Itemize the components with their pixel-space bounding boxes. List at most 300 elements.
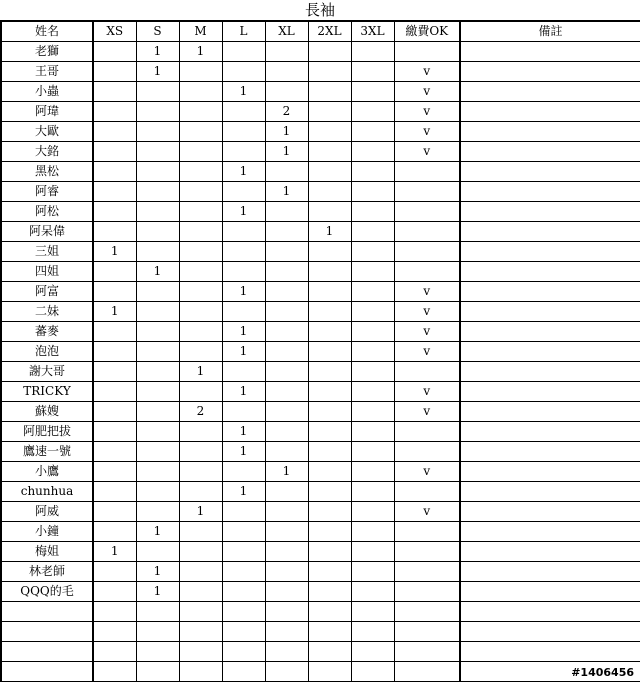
table-row <box>1 262 640 282</box>
cell-m <box>179 122 222 142</box>
cell-paid <box>394 42 460 62</box>
cell-3xl <box>351 642 394 662</box>
cell-paid: v <box>394 102 460 122</box>
cell-note <box>460 622 640 642</box>
table-row <box>1 542 640 562</box>
cell-note <box>460 122 640 142</box>
cell-2xl <box>308 642 351 662</box>
cell-paid: v <box>394 342 460 362</box>
cell-m <box>179 562 222 582</box>
cell-name <box>1 642 93 662</box>
table-row <box>1 642 640 662</box>
header-xl: XL <box>265 21 308 42</box>
cell-xs <box>93 102 136 122</box>
cell-l <box>222 362 265 382</box>
cell-s <box>136 102 179 122</box>
cell-name <box>1 662 93 682</box>
cell-note <box>460 262 640 282</box>
cell-s <box>136 402 179 422</box>
table-row <box>1 122 640 142</box>
cell-2xl <box>308 162 351 182</box>
table-row <box>1 302 640 322</box>
cell-2xl <box>308 242 351 262</box>
cell-xl <box>265 202 308 222</box>
cell-s <box>136 442 179 462</box>
cell-l: 1 <box>222 82 265 102</box>
cell-3xl <box>351 102 394 122</box>
cell-xs <box>93 142 136 162</box>
cell-3xl <box>351 82 394 102</box>
cell-m <box>179 342 222 362</box>
cell-paid: v <box>394 502 460 522</box>
cell-s <box>136 142 179 162</box>
cell-2xl <box>308 322 351 342</box>
cell-note <box>460 162 640 182</box>
cell-name: 大歐 <box>1 122 93 142</box>
cell-l <box>222 42 265 62</box>
cell-paid: v <box>394 462 460 482</box>
cell-note <box>460 182 640 202</box>
cell-2xl <box>308 442 351 462</box>
cell-xs <box>93 582 136 602</box>
cell-name: 謝大哥 <box>1 362 93 382</box>
cell-3xl <box>351 242 394 262</box>
cell-m: 1 <box>179 42 222 62</box>
cell-s <box>136 302 179 322</box>
cell-paid <box>394 242 460 262</box>
cell-xs <box>93 202 136 222</box>
cell-name: QQQ的毛 <box>1 582 93 602</box>
cell-name: 王哥 <box>1 62 93 82</box>
cell-note <box>460 442 640 462</box>
cell-name: 四姐 <box>1 262 93 282</box>
cell-note <box>460 42 640 62</box>
cell-name: 二妹 <box>1 302 93 322</box>
cell-xs <box>93 622 136 642</box>
cell-s <box>136 482 179 502</box>
table-row <box>1 322 640 342</box>
cell-xl <box>265 622 308 642</box>
cell-xl <box>265 42 308 62</box>
cell-name: 大銘 <box>1 142 93 162</box>
cell-m <box>179 302 222 322</box>
cell-name: 阿松 <box>1 202 93 222</box>
cell-m: 2 <box>179 402 222 422</box>
cell-l <box>222 182 265 202</box>
table-row <box>1 282 640 302</box>
cell-note <box>460 522 640 542</box>
cell-3xl <box>351 162 394 182</box>
cell-paid <box>394 422 460 442</box>
cell-s <box>136 202 179 222</box>
cell-xs <box>93 562 136 582</box>
cell-2xl <box>308 602 351 622</box>
table-row <box>1 342 640 362</box>
cell-note <box>460 402 640 422</box>
cell-s <box>136 382 179 402</box>
cell-paid <box>394 542 460 562</box>
cell-2xl <box>308 622 351 642</box>
cell-note <box>460 142 640 162</box>
cell-xl <box>265 302 308 322</box>
cell-s <box>136 122 179 142</box>
cell-note <box>460 462 640 482</box>
table-row <box>1 622 640 642</box>
cell-name: 阿睿 <box>1 182 93 202</box>
cell-l <box>222 562 265 582</box>
cell-l <box>222 402 265 422</box>
cell-l: 1 <box>222 382 265 402</box>
cell-xl <box>265 482 308 502</box>
table-row <box>1 402 640 422</box>
cell-s <box>136 362 179 382</box>
header-s: S <box>136 21 179 42</box>
cell-m <box>179 142 222 162</box>
cell-xs <box>93 522 136 542</box>
cell-note <box>460 602 640 622</box>
cell-paid: v <box>394 282 460 302</box>
cell-xl <box>265 662 308 682</box>
cell-m: 1 <box>179 362 222 382</box>
cell-m <box>179 622 222 642</box>
cell-m <box>179 422 222 442</box>
cell-3xl <box>351 602 394 622</box>
cell-xs <box>93 382 136 402</box>
table-row <box>1 222 640 242</box>
cell-xs <box>93 282 136 302</box>
cell-3xl <box>351 42 394 62</box>
cell-xl <box>265 502 308 522</box>
cell-xl <box>265 62 308 82</box>
cell-s <box>136 622 179 642</box>
cell-paid: v <box>394 82 460 102</box>
cell-note <box>460 502 640 522</box>
cell-note <box>460 82 640 102</box>
cell-l <box>222 602 265 622</box>
cell-m <box>179 462 222 482</box>
cell-xl: 1 <box>265 142 308 162</box>
cell-2xl <box>308 422 351 442</box>
cell-2xl <box>308 382 351 402</box>
cell-paid: v <box>394 122 460 142</box>
cell-l <box>222 642 265 662</box>
header-paid: 繳費OK <box>394 21 460 42</box>
cell-xs <box>93 162 136 182</box>
cell-m <box>179 382 222 402</box>
cell-xl <box>265 442 308 462</box>
cell-2xl <box>308 182 351 202</box>
cell-name <box>1 622 93 642</box>
cell-l: 1 <box>222 162 265 182</box>
cell-name: TRICKY <box>1 382 93 402</box>
cell-2xl <box>308 202 351 222</box>
cell-l: 1 <box>222 202 265 222</box>
cell-paid: v <box>394 62 460 82</box>
cell-xs <box>93 122 136 142</box>
cell-m <box>179 322 222 342</box>
cell-note <box>460 242 640 262</box>
cell-m: 1 <box>179 502 222 522</box>
cell-m <box>179 182 222 202</box>
cell-note <box>460 62 640 82</box>
cell-2xl <box>308 122 351 142</box>
cell-name: 黑松 <box>1 162 93 182</box>
cell-m <box>179 482 222 502</box>
cell-xl <box>265 242 308 262</box>
cell-m <box>179 262 222 282</box>
header-xs: XS <box>93 21 136 42</box>
cell-2xl <box>308 562 351 582</box>
cell-xl <box>265 342 308 362</box>
cell-note <box>460 382 640 402</box>
cell-note <box>460 342 640 362</box>
cell-s: 1 <box>136 582 179 602</box>
cell-l <box>222 462 265 482</box>
cell-note <box>460 482 640 502</box>
cell-xs <box>93 462 136 482</box>
cell-s: 1 <box>136 262 179 282</box>
cell-l <box>222 582 265 602</box>
cell-l <box>222 622 265 642</box>
table-row <box>1 82 640 102</box>
table-row <box>1 142 640 162</box>
cell-3xl <box>351 142 394 162</box>
cell-xl <box>265 602 308 622</box>
header-3xl: 3XL <box>351 21 394 42</box>
cell-2xl <box>308 102 351 122</box>
cell-m <box>179 522 222 542</box>
cell-2xl <box>308 462 351 482</box>
cell-l <box>222 262 265 282</box>
cell-paid <box>394 642 460 662</box>
cell-xs <box>93 482 136 502</box>
cell-name: 泡泡 <box>1 342 93 362</box>
cell-s <box>136 602 179 622</box>
cell-paid <box>394 362 460 382</box>
cell-3xl <box>351 542 394 562</box>
table-row <box>1 162 640 182</box>
cell-xl <box>265 582 308 602</box>
cell-note <box>460 282 640 302</box>
cell-l <box>222 102 265 122</box>
cell-2xl: 1 <box>308 222 351 242</box>
cell-m <box>179 202 222 222</box>
cell-paid <box>394 482 460 502</box>
cell-2xl <box>308 342 351 362</box>
cell-paid: v <box>394 302 460 322</box>
cell-name <box>1 602 93 622</box>
cell-xs <box>93 502 136 522</box>
table-row <box>1 42 640 62</box>
cell-xl <box>265 562 308 582</box>
cell-3xl <box>351 122 394 142</box>
table-row <box>1 182 640 202</box>
cell-l <box>222 242 265 262</box>
cell-3xl <box>351 522 394 542</box>
table-row <box>1 442 640 462</box>
table-row <box>1 562 640 582</box>
cell-xs <box>93 262 136 282</box>
cell-3xl <box>351 622 394 642</box>
cell-2xl <box>308 262 351 282</box>
cell-2xl <box>308 402 351 422</box>
cell-l: 1 <box>222 442 265 462</box>
cell-s <box>136 282 179 302</box>
cell-2xl <box>308 62 351 82</box>
cell-3xl <box>351 382 394 402</box>
cell-note <box>460 222 640 242</box>
cell-paid: v <box>394 322 460 342</box>
cell-l: 1 <box>222 422 265 442</box>
cell-note <box>460 302 640 322</box>
cell-xs <box>93 222 136 242</box>
cell-note <box>460 582 640 602</box>
cell-name: 老獅 <box>1 42 93 62</box>
cell-2xl <box>308 582 351 602</box>
cell-3xl <box>351 662 394 682</box>
cell-note <box>460 642 640 662</box>
header-row <box>1 21 640 42</box>
watermark: #1406456 <box>571 666 634 679</box>
cell-xl <box>265 162 308 182</box>
cell-l <box>222 502 265 522</box>
cell-3xl <box>351 62 394 82</box>
cell-3xl <box>351 562 394 582</box>
cell-xs <box>93 322 136 342</box>
cell-xs <box>93 602 136 622</box>
cell-l <box>222 542 265 562</box>
cell-s <box>136 162 179 182</box>
table-row <box>1 662 640 682</box>
cell-l <box>222 222 265 242</box>
cell-xl: 1 <box>265 122 308 142</box>
cell-l <box>222 62 265 82</box>
cell-paid <box>394 582 460 602</box>
cell-3xl <box>351 302 394 322</box>
cell-xl: 1 <box>265 182 308 202</box>
cell-name: 鷹速一號 <box>1 442 93 462</box>
cell-m <box>179 662 222 682</box>
cell-2xl <box>308 362 351 382</box>
cell-note <box>460 202 640 222</box>
cell-name: 阿瑋 <box>1 102 93 122</box>
cell-name: 小蟲 <box>1 82 93 102</box>
cell-name: 小鐘 <box>1 522 93 542</box>
table-row <box>1 502 640 522</box>
table-row <box>1 202 640 222</box>
header-note: 備註 <box>460 21 640 42</box>
header-l: L <box>222 21 265 42</box>
cell-3xl <box>351 462 394 482</box>
cell-l <box>222 122 265 142</box>
cell-m <box>179 242 222 262</box>
cell-m <box>179 642 222 662</box>
cell-xl <box>265 322 308 342</box>
cell-l <box>222 302 265 322</box>
order-table <box>0 20 640 682</box>
cell-xs <box>93 62 136 82</box>
cell-xl <box>265 642 308 662</box>
cell-xl: 1 <box>265 462 308 482</box>
cell-xs <box>93 362 136 382</box>
cell-s <box>136 642 179 662</box>
cell-m <box>179 542 222 562</box>
cell-xs <box>93 42 136 62</box>
cell-name: 林老師 <box>1 562 93 582</box>
cell-2xl <box>308 42 351 62</box>
cell-2xl <box>308 482 351 502</box>
cell-paid <box>394 182 460 202</box>
cell-note <box>460 322 640 342</box>
cell-paid <box>394 222 460 242</box>
cell-xs: 1 <box>93 302 136 322</box>
table-row <box>1 582 640 602</box>
cell-name: 阿肥把拔 <box>1 422 93 442</box>
cell-paid: v <box>394 402 460 422</box>
cell-m <box>179 282 222 302</box>
cell-2xl <box>308 82 351 102</box>
cell-s <box>136 422 179 442</box>
cell-l: 1 <box>222 342 265 362</box>
cell-s: 1 <box>136 42 179 62</box>
cell-2xl <box>308 542 351 562</box>
cell-3xl <box>351 182 394 202</box>
cell-m <box>179 442 222 462</box>
cell-name: 阿富 <box>1 282 93 302</box>
cell-xl <box>265 362 308 382</box>
cell-3xl <box>351 342 394 362</box>
cell-m <box>179 162 222 182</box>
cell-paid <box>394 202 460 222</box>
cell-s <box>136 502 179 522</box>
cell-paid: v <box>394 382 460 402</box>
sheet-title: 長袖 <box>304 1 335 19</box>
table-row <box>1 422 640 442</box>
cell-paid <box>394 442 460 462</box>
cell-2xl <box>308 142 351 162</box>
table-row <box>1 62 640 82</box>
cell-xl <box>265 82 308 102</box>
table-row <box>1 382 640 402</box>
table-row <box>1 602 640 622</box>
cell-note <box>460 542 640 562</box>
cell-paid <box>394 602 460 622</box>
cell-3xl <box>351 222 394 242</box>
cell-name: 蕃麥 <box>1 322 93 342</box>
cell-paid <box>394 562 460 582</box>
cell-m <box>179 62 222 82</box>
cell-s: 1 <box>136 522 179 542</box>
cell-name: 阿威 <box>1 502 93 522</box>
table-row <box>1 462 640 482</box>
cell-3xl <box>351 322 394 342</box>
cell-l <box>222 522 265 542</box>
cell-s: 1 <box>136 62 179 82</box>
cell-xl <box>265 522 308 542</box>
cell-xl <box>265 542 308 562</box>
cell-3xl <box>351 282 394 302</box>
cell-paid: v <box>394 142 460 162</box>
cell-3xl <box>351 442 394 462</box>
cell-name: 蘇嫂 <box>1 402 93 422</box>
table-row <box>1 102 640 122</box>
cell-xs <box>93 422 136 442</box>
cell-s <box>136 82 179 102</box>
cell-2xl <box>308 282 351 302</box>
cell-xs <box>93 442 136 462</box>
cell-3xl <box>351 502 394 522</box>
cell-paid <box>394 162 460 182</box>
